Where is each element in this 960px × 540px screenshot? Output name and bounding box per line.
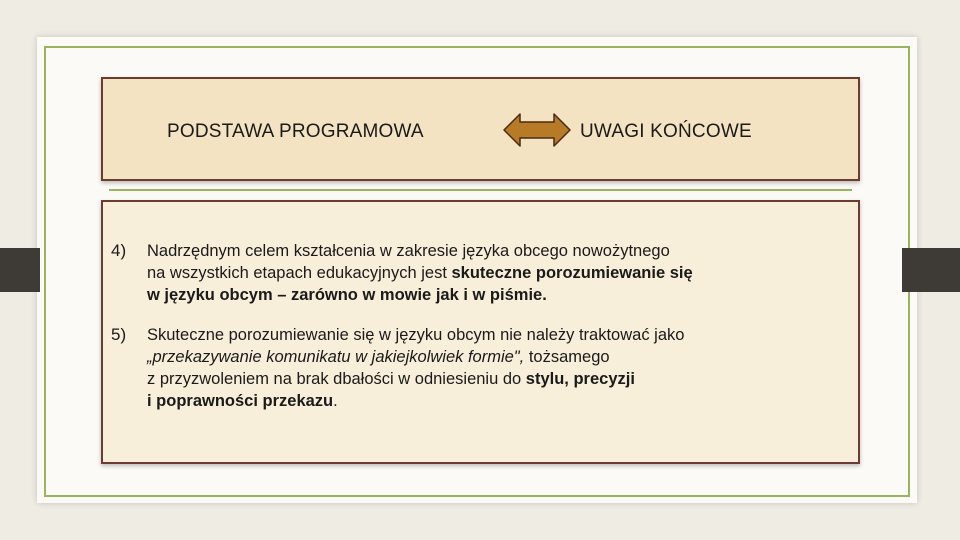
item-line: [147, 284, 837, 306]
item-line-bold: i poprawności przekazu: [147, 392, 334, 410]
item-line-text: .: [333, 392, 338, 410]
item-line-text: na wszystkich etapach edukacyjnych jest: [147, 264, 452, 282]
header-left-label: PODSTAWA PROGRAMOWA: [167, 121, 424, 142]
right-side-bar: [902, 248, 960, 292]
item-line-bold: stylu, precyzji: [525, 370, 635, 388]
header-box: [101, 77, 860, 181]
item-line-bold: skuteczne porozumiewanie się: [451, 264, 693, 282]
double-arrow-icon: [503, 111, 571, 149]
item-text: [147, 240, 837, 306]
item-line-text: Nadrzędnym celem kształcenia w zakresie języka obcego nowożytnego: [147, 242, 670, 260]
item-line: [147, 390, 837, 412]
left-side-bar: [0, 248, 40, 292]
item-line-text: tożsamego: [524, 348, 610, 366]
item-line-text: z przyzwoleniem na brak dbałości w odniesieniu do: [147, 370, 526, 388]
item-text: [147, 324, 837, 412]
item-number: 4): [111, 241, 127, 260]
item-number: 5): [111, 325, 127, 344]
item-line: [147, 262, 837, 284]
green-divider: [109, 189, 852, 191]
header-right-label: UWAGI KOŃCOWE: [580, 121, 752, 142]
item-line: [147, 346, 837, 368]
item-line-bold: w języku obcym – zarówno w mowie jak i w piśmie.: [147, 286, 547, 304]
item-line-text: Skuteczne porozumiewanie się w języku obcym nie należy traktować jako: [147, 326, 685, 344]
item-line-italic: „przekazywanie komunikatu w jakiejkolwiek formie",: [147, 348, 525, 366]
content-box: [101, 200, 860, 464]
item-line: [147, 240, 837, 262]
item-line: [147, 368, 837, 390]
item-line: [147, 324, 837, 346]
